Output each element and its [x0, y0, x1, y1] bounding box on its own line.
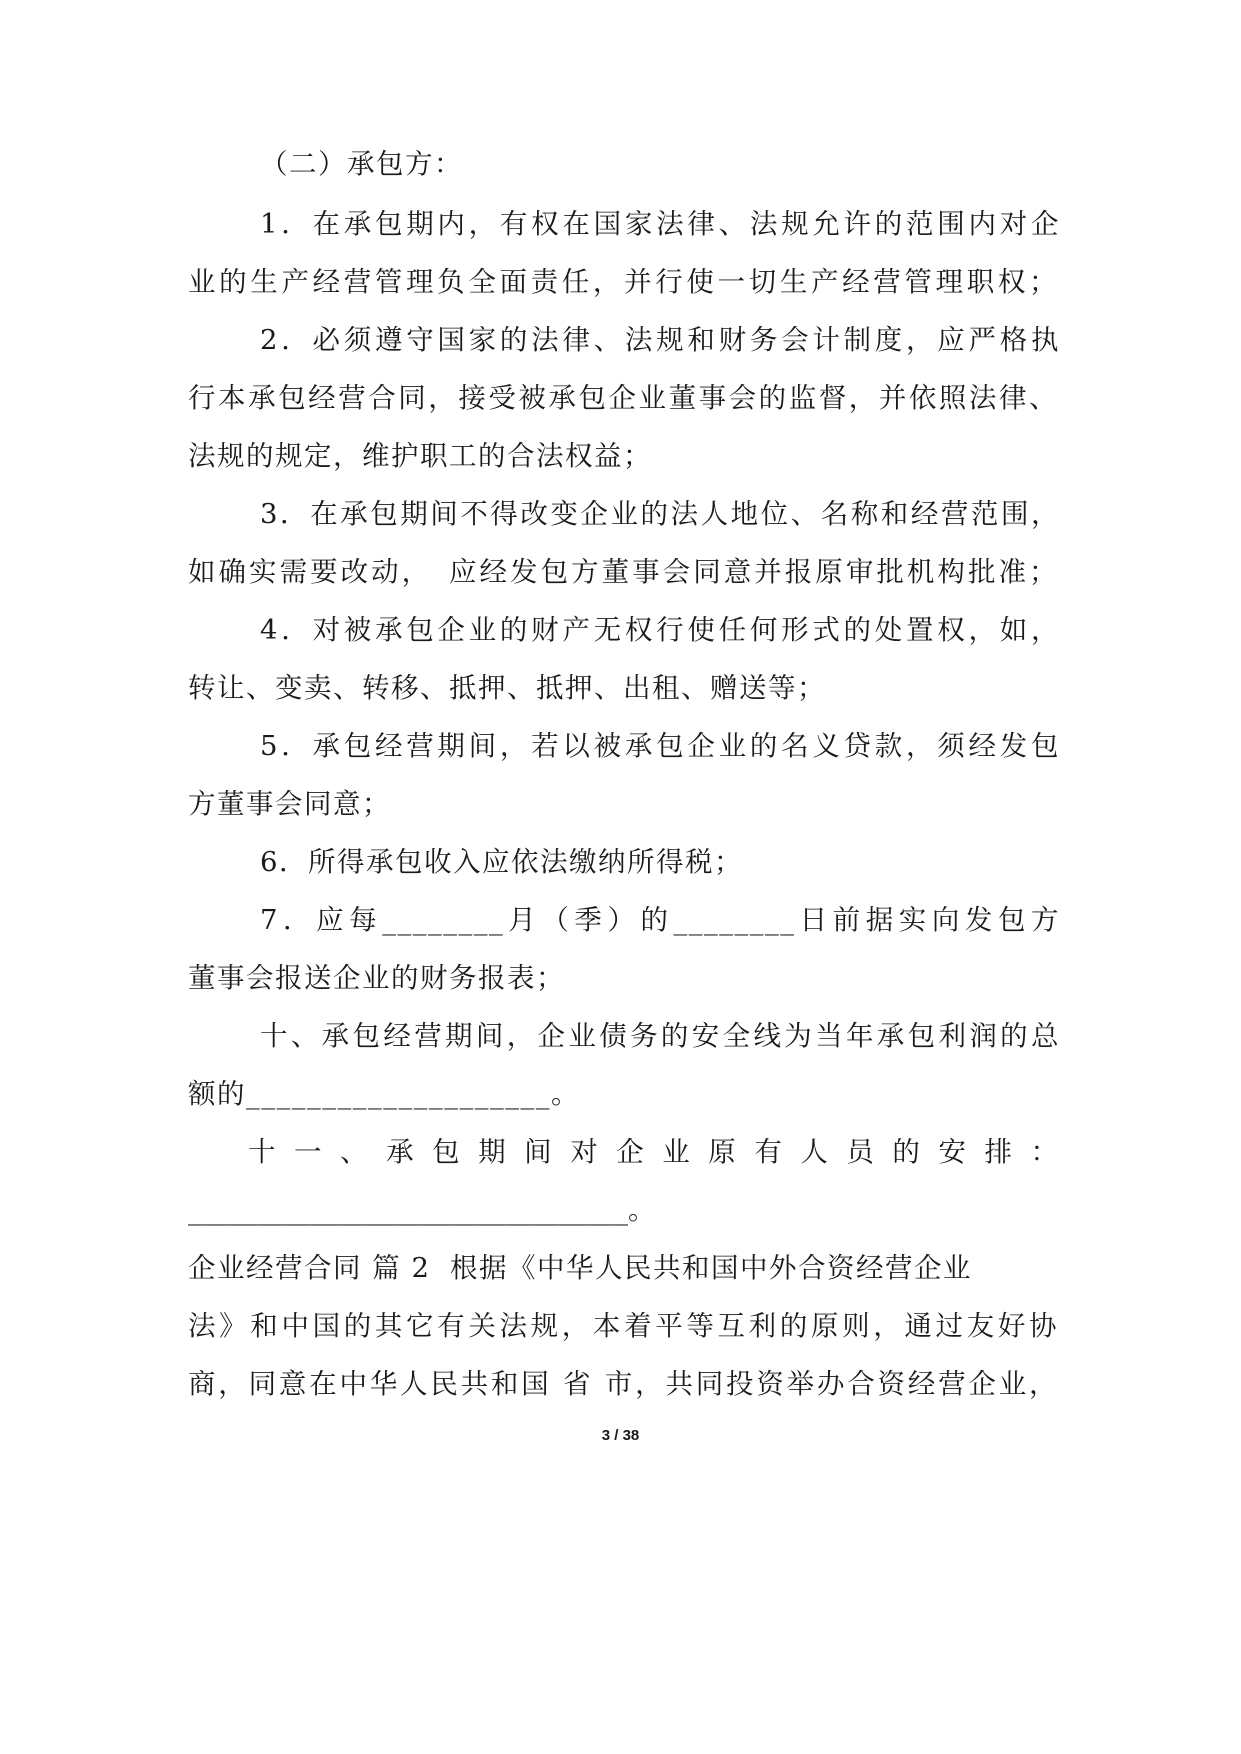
- text-line: 行本承包经营合同，接受被承包企业董事会的监督，并依照法律、: [188, 382, 1058, 414]
- page-number: 3 / 38: [601, 1427, 640, 1444]
- text-line: 十、承包经营期间，企业债务的安全线为当年承包利润的总: [260, 1020, 1060, 1052]
- text-line: （二）承包方：: [260, 148, 463, 180]
- text-line: 十 一 、 承 包 期 间 对 企 业 原 有 人 员 的 安 排 ：: [248, 1136, 1058, 1168]
- text-line: 如确实需要改动， 应经发包方董事会同意并报原审批机构批准；: [188, 556, 1058, 588]
- text-line: 2．必须遵守国家的法律、法规和财务会计制度，应严格执: [260, 324, 1060, 356]
- text-line: 商，同意在中华人民共和国 省 市，共同投资举办合资经营企业，: [188, 1368, 1058, 1400]
- text-line: ________________________________。: [188, 1194, 656, 1226]
- section-heading: 企业经营合同 篇 2: [188, 1252, 431, 1284]
- text-line: 4．对被承包企业的财产无权行使任何形式的处置权，如，: [260, 614, 1060, 646]
- text-span: 根据《中华人民共和国中外合资经营企业: [450, 1252, 972, 1284]
- text-line: 转让、变卖、转移、抵押、抵押、出租、赠送等；: [188, 672, 826, 704]
- text-line: 5．承包经营期间，若以被承包企业的名义贷款，须经发包: [260, 730, 1060, 762]
- text-line: 额的____________________。: [188, 1078, 580, 1110]
- text-line: 3．在承包期间不得改变企业的法人地位、名称和经营范围，: [260, 498, 1060, 530]
- text-line: 1．在承包期内，有权在国家法律、法规允许的范围内对企: [260, 208, 1060, 240]
- text-line: 业的生产经营管理负全面责任，并行使一切生产经营管理职权；: [188, 266, 1058, 298]
- text-line: 7．应每________月（季）的________日前据实向发包方: [260, 904, 1060, 936]
- text-line: 董事会报送企业的财务报表；: [188, 962, 565, 994]
- text-line: 法》和中国的其它有关法规，本着平等互利的原则，通过友好协: [188, 1310, 1058, 1342]
- text-line: [188, 1248, 1058, 1288]
- text-line: 6．所得承包收入应依法缴纳所得税；: [260, 846, 743, 878]
- text-line: 法规的规定，维护职工的合法权益；: [188, 440, 652, 472]
- text-line: 方董事会同意；: [188, 788, 391, 820]
